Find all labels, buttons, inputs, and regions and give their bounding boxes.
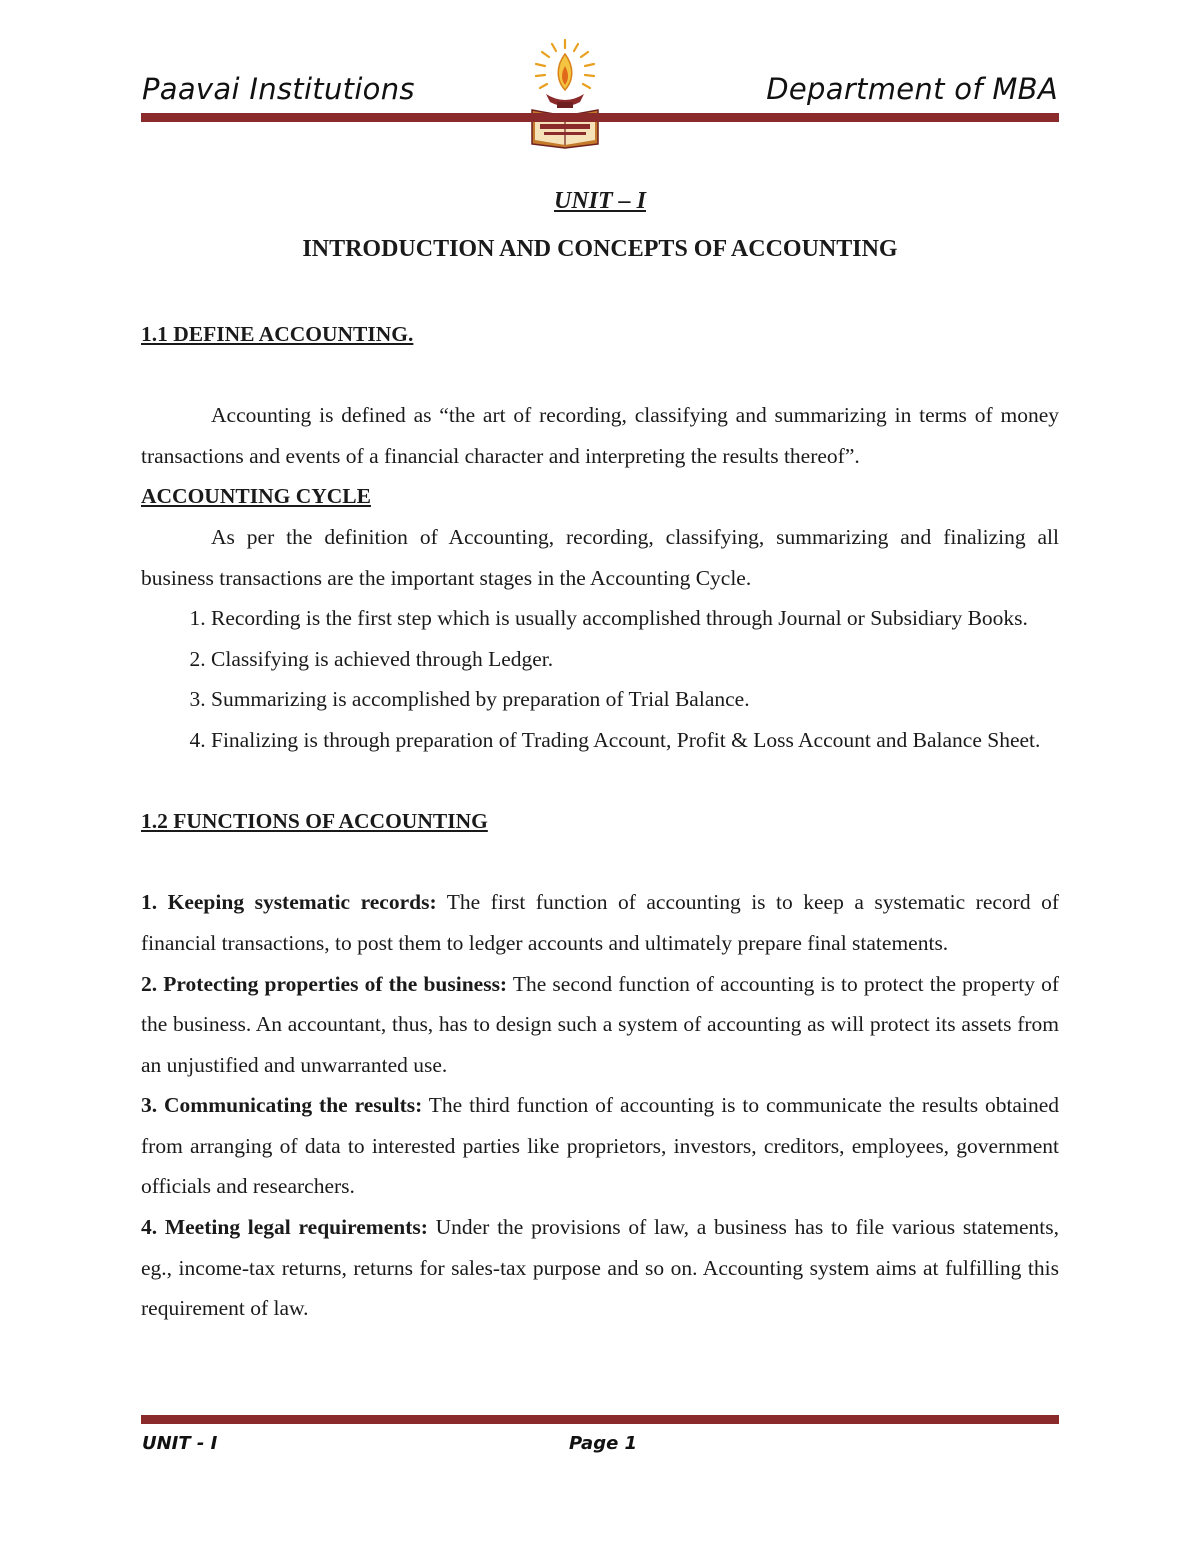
list-item: 1. Recording is the first step which is usually accomplished through Journal or Subsidiary Books. — [211, 598, 1059, 639]
function-paragraph — [141, 882, 1059, 963]
document-body — [141, 314, 1059, 1329]
function-text: Under the provisions of law, a business has to file various statements, eg., income-tax returns, returns for sales-tax purpose and so on. Accounting system aims at fulfilling this requirement of law. — [141, 1215, 1059, 1321]
function-lead: 1. Keeping systematic records: — [141, 890, 437, 915]
header-institution: Paavai Institutions — [142, 72, 415, 106]
section-heading: 1.2 FUNCTIONS OF ACCOUNTING — [141, 809, 488, 834]
section-heading: 1.1 DEFINE ACCOUNTING. — [141, 322, 414, 346]
header-divider — [141, 113, 1059, 122]
function-paragraph — [141, 964, 1059, 1086]
list-item: 2. Classifying is achieved through Ledger. — [211, 639, 1059, 680]
lamp-on-book-logo-icon — [526, 36, 604, 150]
cycle-intro-paragraph: As per the definition of Accounting, recording, classifying, summarizing and finalizing all business transactions are the important stages in the Accounting Cycle. — [141, 524, 1059, 590]
function-lead: 4. Meeting legal requirements: — [141, 1215, 428, 1240]
footer-unit: UNIT - I — [142, 1433, 218, 1454]
list-item: 3. Summarizing is accomplished by preparation of Trial Balance. — [211, 679, 1059, 720]
function-paragraph — [141, 1085, 1059, 1207]
function-text: The second function of accounting is to protect the property of the business. An accountant, thus, has to design such a system of accounting as will protect its assets from an unjustified and unwarranted use. — [141, 971, 1060, 1077]
function-lead: 3. Communicating the results: — [141, 1093, 423, 1118]
subsection-heading: ACCOUNTING CYCLE — [141, 484, 371, 509]
function-lead: 2. Protecting properties of the business: — [141, 971, 508, 996]
unit-title: UNIT – I — [553, 188, 646, 214]
definition-paragraph: Accounting is defined as “the art of recording, classifying and summarizing in terms of money transactions and events of a financial character and interpreting the results thereof”. — [141, 403, 1059, 468]
function-text: The first function of accounting is to keep a systematic record of financial transactions, to post them to ledger accounts and ultimately prepare final statements. — [141, 890, 1059, 955]
header-department: Department of MBA — [766, 72, 1058, 106]
page-number: Page 1 — [569, 1433, 638, 1454]
function-text: The third function of accounting is to communicate the results obtained from arranging of data to interested parties like proprietors, investors, creditors, employees, government officials and researchers. — [141, 1093, 1059, 1199]
footer-divider — [141, 1415, 1059, 1424]
function-paragraph — [141, 1207, 1059, 1329]
list-item: 4. Finalizing is through preparation of Trading Account, Profit & Loss Account and Balance Sheet. — [211, 720, 1059, 761]
chapter-title: INTRODUCTION AND CONCEPTS OF ACCOUNTING — [302, 236, 898, 262]
cycle-steps-list — [141, 598, 1059, 760]
